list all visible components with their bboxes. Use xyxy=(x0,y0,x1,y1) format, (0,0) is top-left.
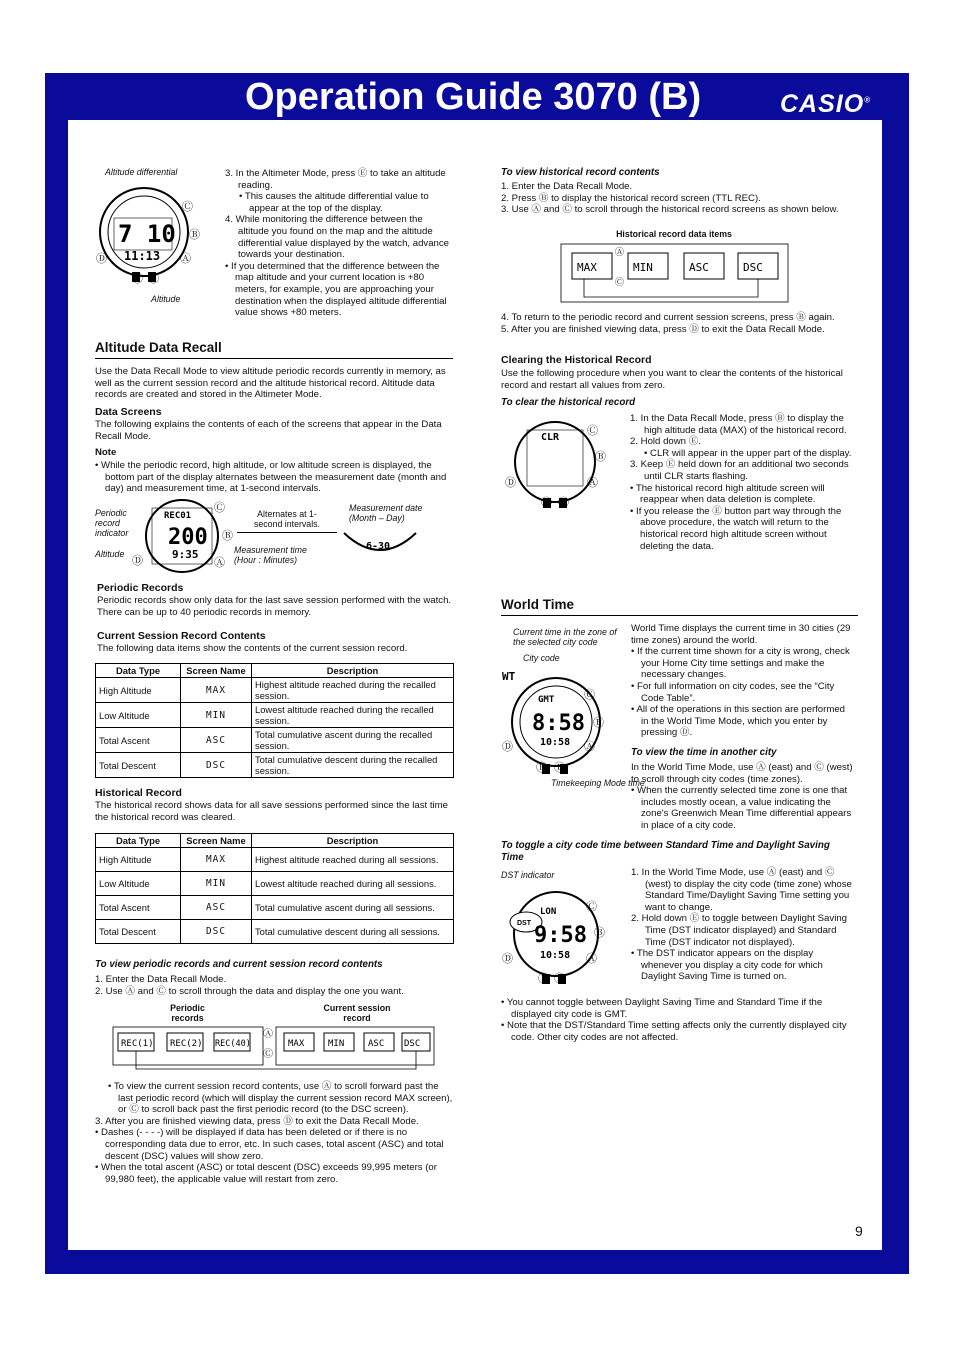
periodic-scroll-diagram xyxy=(112,1025,442,1073)
procedure-steps: 1. Enter the Data Recall Mode. 2. Press Ⓑ to display the historical record screen (TTL REC). 3. Use Ⓐ and Ⓒ to scroll through the historical record screens as shown below. xyxy=(501,181,839,216)
section-heading: World Time xyxy=(501,597,575,612)
svg-text:CLR: CLR xyxy=(541,432,560,443)
svg-text:Ⓐ: Ⓐ xyxy=(587,477,598,489)
svg-text:DSC: DSC xyxy=(404,1039,421,1049)
subheading: Note xyxy=(95,447,117,458)
svg-text:REC(1): REC(1) xyxy=(121,1039,154,1049)
figure-label: Timekeeping Mode time xyxy=(551,778,645,788)
watch-worldtime-figure xyxy=(500,668,620,778)
figure-label: DST indicator xyxy=(501,870,555,880)
figure-label: Altitude xyxy=(95,549,125,559)
svg-text:Ⓓ: Ⓓ xyxy=(502,741,513,753)
paragraph: Use the following procedure when you want to clear the contents of the historical record and restart all values from zero. xyxy=(501,368,843,391)
divider xyxy=(95,358,453,359)
procedure-heading: To view periodic records and current session record contents xyxy=(95,959,383,970)
svg-text:ASC: ASC xyxy=(689,261,709,274)
procedure-heading: To view the time in another city xyxy=(631,747,777,758)
svg-text:Ⓐ: Ⓐ xyxy=(586,953,597,965)
note-bullet: • While the periodic record, high altitude, or low altitude screen is displayed, the bottom part of the display alternates between the measurement date (month and day) and measurement time, at 1-second intervals. xyxy=(95,460,447,495)
svg-text:Ⓛ: Ⓛ xyxy=(554,973,565,985)
svg-text:DST: DST xyxy=(517,920,531,927)
figure-label: Current session record xyxy=(323,1003,391,1023)
svg-text:Ⓑ: Ⓑ xyxy=(594,927,605,939)
watch-altimeter-figure xyxy=(92,180,207,305)
svg-text:MAX: MAX xyxy=(288,1039,305,1049)
column-header: Data Type xyxy=(96,664,181,678)
column-header: Screen Name xyxy=(181,834,252,848)
svg-text:Ⓑ: Ⓑ xyxy=(595,451,606,463)
page-title: Operation Guide 3070 (B) xyxy=(245,76,702,118)
altimeter-steps: 3. In the Altimeter Mode, press Ⓔ to take an altitude reading. • This causes the altitude differential value to appear at the top of the display. 4. While monitoring the difference between the altitude you found on the map and the altitude differential value displayed by the watch, advance towards your destination. • If you determined that the difference between the map altitude and your current location is +80 meters, for example, you are approaching your destination when the displayed altitude differential value shows +80 meters. xyxy=(225,168,450,319)
table-header-row xyxy=(96,664,454,678)
table-row: High Altitude MAX Highest altitude reached during all sessions. xyxy=(96,848,454,872)
paragraph: The following explains the contents of each of the screens that appear in the Data Recall Mode. xyxy=(95,419,442,442)
watch-dst-figure xyxy=(500,884,620,988)
table-row: Total Ascent ASC Total cumulative ascent during all sessions. xyxy=(96,896,454,920)
table-row: Total Descent DSC Total cumulative descent during the recalled session. xyxy=(96,753,454,778)
procedure-heading: To toggle a city code time between Standard Time and Daylight Saving Time xyxy=(501,840,830,863)
figure-label: Periodic record indicator xyxy=(95,508,129,538)
svg-text:MIN: MIN xyxy=(328,1039,345,1049)
worldtime-notes: • You cannot toggle between Daylight Saving Time and Standard Time if the displayed city code is GMT. • Note that the DST/Standard Time setting affects only the currently displayed city code. Other city codes are not affected. xyxy=(501,997,847,1043)
column-header: Description xyxy=(252,664,454,678)
arrow-line xyxy=(237,532,337,533)
page-number: 9 xyxy=(855,1223,863,1239)
svg-text:ASC: ASC xyxy=(368,1039,385,1049)
procedure-steps: 1. Enter the Data Recall Mode. 2. Use Ⓐ and Ⓒ to scroll through the data and display the one you want. xyxy=(95,974,404,997)
table-row: High Altitude MAX Highest altitude reached during the recalled session. xyxy=(96,678,454,703)
divider xyxy=(501,615,858,616)
svg-text:Ⓒ: Ⓒ xyxy=(182,201,193,213)
svg-text:LON: LON xyxy=(540,907,557,917)
figure-label: Historical record data items xyxy=(616,229,732,239)
column-header: Data Type xyxy=(96,834,181,848)
svg-text:Ⓒ: Ⓒ xyxy=(584,689,595,701)
figure-label: City code xyxy=(523,653,560,663)
svg-text:Ⓐ: Ⓐ xyxy=(263,1029,273,1040)
procedure-heading: To clear the historical record xyxy=(501,397,636,408)
column-header: Description xyxy=(252,834,454,848)
svg-text:GMT: GMT xyxy=(538,695,555,705)
table-row: Total Descent DSC Total cumulative descent during all sessions. xyxy=(96,920,454,944)
lcd-alt-diff: 7 10 xyxy=(118,220,176,248)
watch-clear-figure xyxy=(503,414,618,514)
procedure-steps: In the World Time Mode, use Ⓐ (east) and Ⓒ (west) to scroll through city codes (time zones). • When the currently selected time zone is one that includes mostly ocean, a value indicating the zone's Greenwich Mean Time differential appears in place of a city code. xyxy=(631,762,853,831)
paragraph: Periodic records show only data for the last save session performed with the watch. There can be up to 40 periodic records in memory. xyxy=(97,595,452,618)
svg-text:DSC: DSC xyxy=(743,261,763,274)
figure-label: Alternates at 1-second intervals. xyxy=(253,509,320,529)
svg-text:Ⓓ: Ⓓ xyxy=(502,953,513,965)
watch-periodic-figure xyxy=(130,496,240,576)
svg-text:Ⓛ: Ⓛ xyxy=(558,497,569,509)
svg-text:200: 200 xyxy=(168,525,208,550)
svg-text:9:58: 9:58 xyxy=(534,923,587,948)
procedure-steps: 1. In the Data Recall Mode, press Ⓑ to display the high altitude data (MAX) of the historical record. 2. Hold down Ⓔ. • CLR will appear in the upper part of the display. 3. Keep Ⓔ held down for an additional two seconds until CLR starts flashing. • The historical record high altitude screen will reappear when data deletion is complete. • If you release the Ⓔ button part way through the above procedure, the watch will return to the historical record high altitude screen without deleting the data. xyxy=(630,413,852,552)
svg-text:Ⓓ: Ⓓ xyxy=(132,555,143,567)
svg-text:Ⓒ: Ⓒ xyxy=(587,425,598,437)
svg-text:6-30: 6-30 xyxy=(366,541,391,552)
paragraph: Use the Data Recall Mode to view altitude periodic records currently in memory, as well as the current session record and the altitude historical record. Altitude data records are created and stored in the Altimeter Mode. xyxy=(95,366,446,401)
lcd-alt: 11:13 xyxy=(124,249,161,263)
subheading: Periodic Records xyxy=(97,582,184,594)
table-header-row xyxy=(96,834,454,848)
historical-scroll-diagram xyxy=(560,243,790,305)
svg-text:Ⓒ: Ⓒ xyxy=(586,901,597,913)
svg-text:Ⓐ: Ⓐ xyxy=(615,247,625,257)
svg-text:WT: WT xyxy=(502,670,516,683)
svg-text:10:58: 10:58 xyxy=(540,950,571,961)
svg-text:Ⓒ: Ⓒ xyxy=(263,1049,273,1060)
procedure-heading: To view historical record contents xyxy=(501,167,660,178)
figure-label: Altitude differential xyxy=(105,167,178,177)
svg-text:REC01: REC01 xyxy=(164,511,192,521)
subheading: Data Screens xyxy=(95,406,162,418)
svg-text:Ⓔ: Ⓔ xyxy=(541,497,552,509)
svg-text:Ⓐ: Ⓐ xyxy=(584,741,595,753)
current-session-table xyxy=(95,663,454,778)
svg-text:Ⓛ: Ⓛ xyxy=(148,273,159,285)
svg-text:Ⓑ: Ⓑ xyxy=(189,229,200,241)
svg-text:REC(40): REC(40) xyxy=(215,1039,251,1049)
svg-text:Ⓛ: Ⓛ xyxy=(554,762,565,774)
svg-text:MIN: MIN xyxy=(633,261,653,274)
subheading: Historical Record xyxy=(95,787,182,799)
svg-text:Ⓐ: Ⓐ xyxy=(180,253,191,265)
procedure-steps: 1. In the World Time Mode, use Ⓐ (east) and Ⓒ (west) to display the city code (time zone) whose Standard Time/Daylight Saving Time setting you want to change. 2. Hold down Ⓔ to toggle between Daylight Saving Time (DST indicator displayed) and Standard Time (DST indicator not displayed). • The DST indicator appears on the display whenever you display a city code for which Daylight Saving Time is turned on. xyxy=(631,867,852,983)
svg-text:Ⓒ: Ⓒ xyxy=(214,502,225,514)
figure-label: Periodic records xyxy=(170,1003,205,1023)
figure-label: Measurement date (Month – Day) xyxy=(349,503,423,523)
svg-text:10:58: 10:58 xyxy=(540,737,571,748)
procedure-notes: • To view the current session record contents, use Ⓐ to scroll forward past the last periodic record (which will display the current session record MAX screen), or Ⓒ to scroll back past the first periodic record (to the DSC screen). 3. After you are finished viewing data, press Ⓓ to exit the Data Recall Mode. • Dashes (- - - -) will be displayed if data has been deleted or if there is no corresponding data due to error, etc. In such cases, total ascent (ASC) and total descent (DSC) values will show zero. • When the total ascent (ASC) or total descent (DSC) exceeds 99,995 meters (or 99,980 feet), the applicable value will restart from zero. xyxy=(95,1081,453,1185)
table-row: Total Ascent ASC Total cumulative ascent during the recalled session. xyxy=(96,728,454,753)
historical-table xyxy=(95,833,454,944)
svg-text:Ⓔ: Ⓔ xyxy=(538,973,549,985)
column-header: Screen Name xyxy=(181,664,252,678)
figure-label: Measurement time (Hour : Minutes) xyxy=(234,545,307,565)
svg-text:Ⓔ: Ⓔ xyxy=(536,762,547,774)
figure-label: Altitude xyxy=(151,294,181,304)
paragraph: The following data items show the contents of the current session record. xyxy=(97,643,408,654)
svg-text:Ⓐ: Ⓐ xyxy=(214,557,225,569)
watch-date-figure xyxy=(340,527,420,571)
subheading: Clearing the Historical Record xyxy=(501,354,652,366)
svg-text:Ⓑ: Ⓑ xyxy=(593,717,604,729)
worldtime-intro: World Time displays the current time in 30 cities (29 time zones) around the world. • If the current time shown for a city is wrong, check your Home City time settings and make the necessary changes. • For full information on city codes, see the “City Code Table”. • All of the operations in this section are performed in the World Time Mode, which you enter by pressing Ⓓ. xyxy=(631,623,851,739)
svg-text:Ⓑ: Ⓑ xyxy=(222,530,233,542)
table-row: Low Altitude MIN Lowest altitude reached during all sessions. xyxy=(96,872,454,896)
procedure-steps: 4. To return to the periodic record and current session screens, press Ⓑ again. 5. After you are finished viewing data, press Ⓓ to exit the Data Recall Mode. xyxy=(501,312,835,335)
svg-text:MAX: MAX xyxy=(577,261,597,274)
table-row: Low Altitude MIN Lowest altitude reached during the recalled session. xyxy=(96,703,454,728)
svg-text:9:35: 9:35 xyxy=(172,548,199,561)
paragraph: The historical record shows data for all save sessions performed since the last time the historical record was cleared. xyxy=(95,800,448,823)
casio-logo: CASIO® xyxy=(780,90,872,118)
svg-text:Ⓓ: Ⓓ xyxy=(96,253,107,265)
svg-text:Ⓒ: Ⓒ xyxy=(615,277,625,287)
svg-text:8:58: 8:58 xyxy=(532,711,585,736)
section-heading: Altitude Data Recall xyxy=(95,340,222,355)
subheading: Current Session Record Contents xyxy=(97,630,266,642)
svg-text:Ⓔ: Ⓔ xyxy=(132,273,143,285)
svg-text:REC(2): REC(2) xyxy=(170,1039,203,1049)
figure-label: Current time in the zone of the selected city code xyxy=(513,627,617,647)
svg-text:Ⓓ: Ⓓ xyxy=(505,477,516,489)
